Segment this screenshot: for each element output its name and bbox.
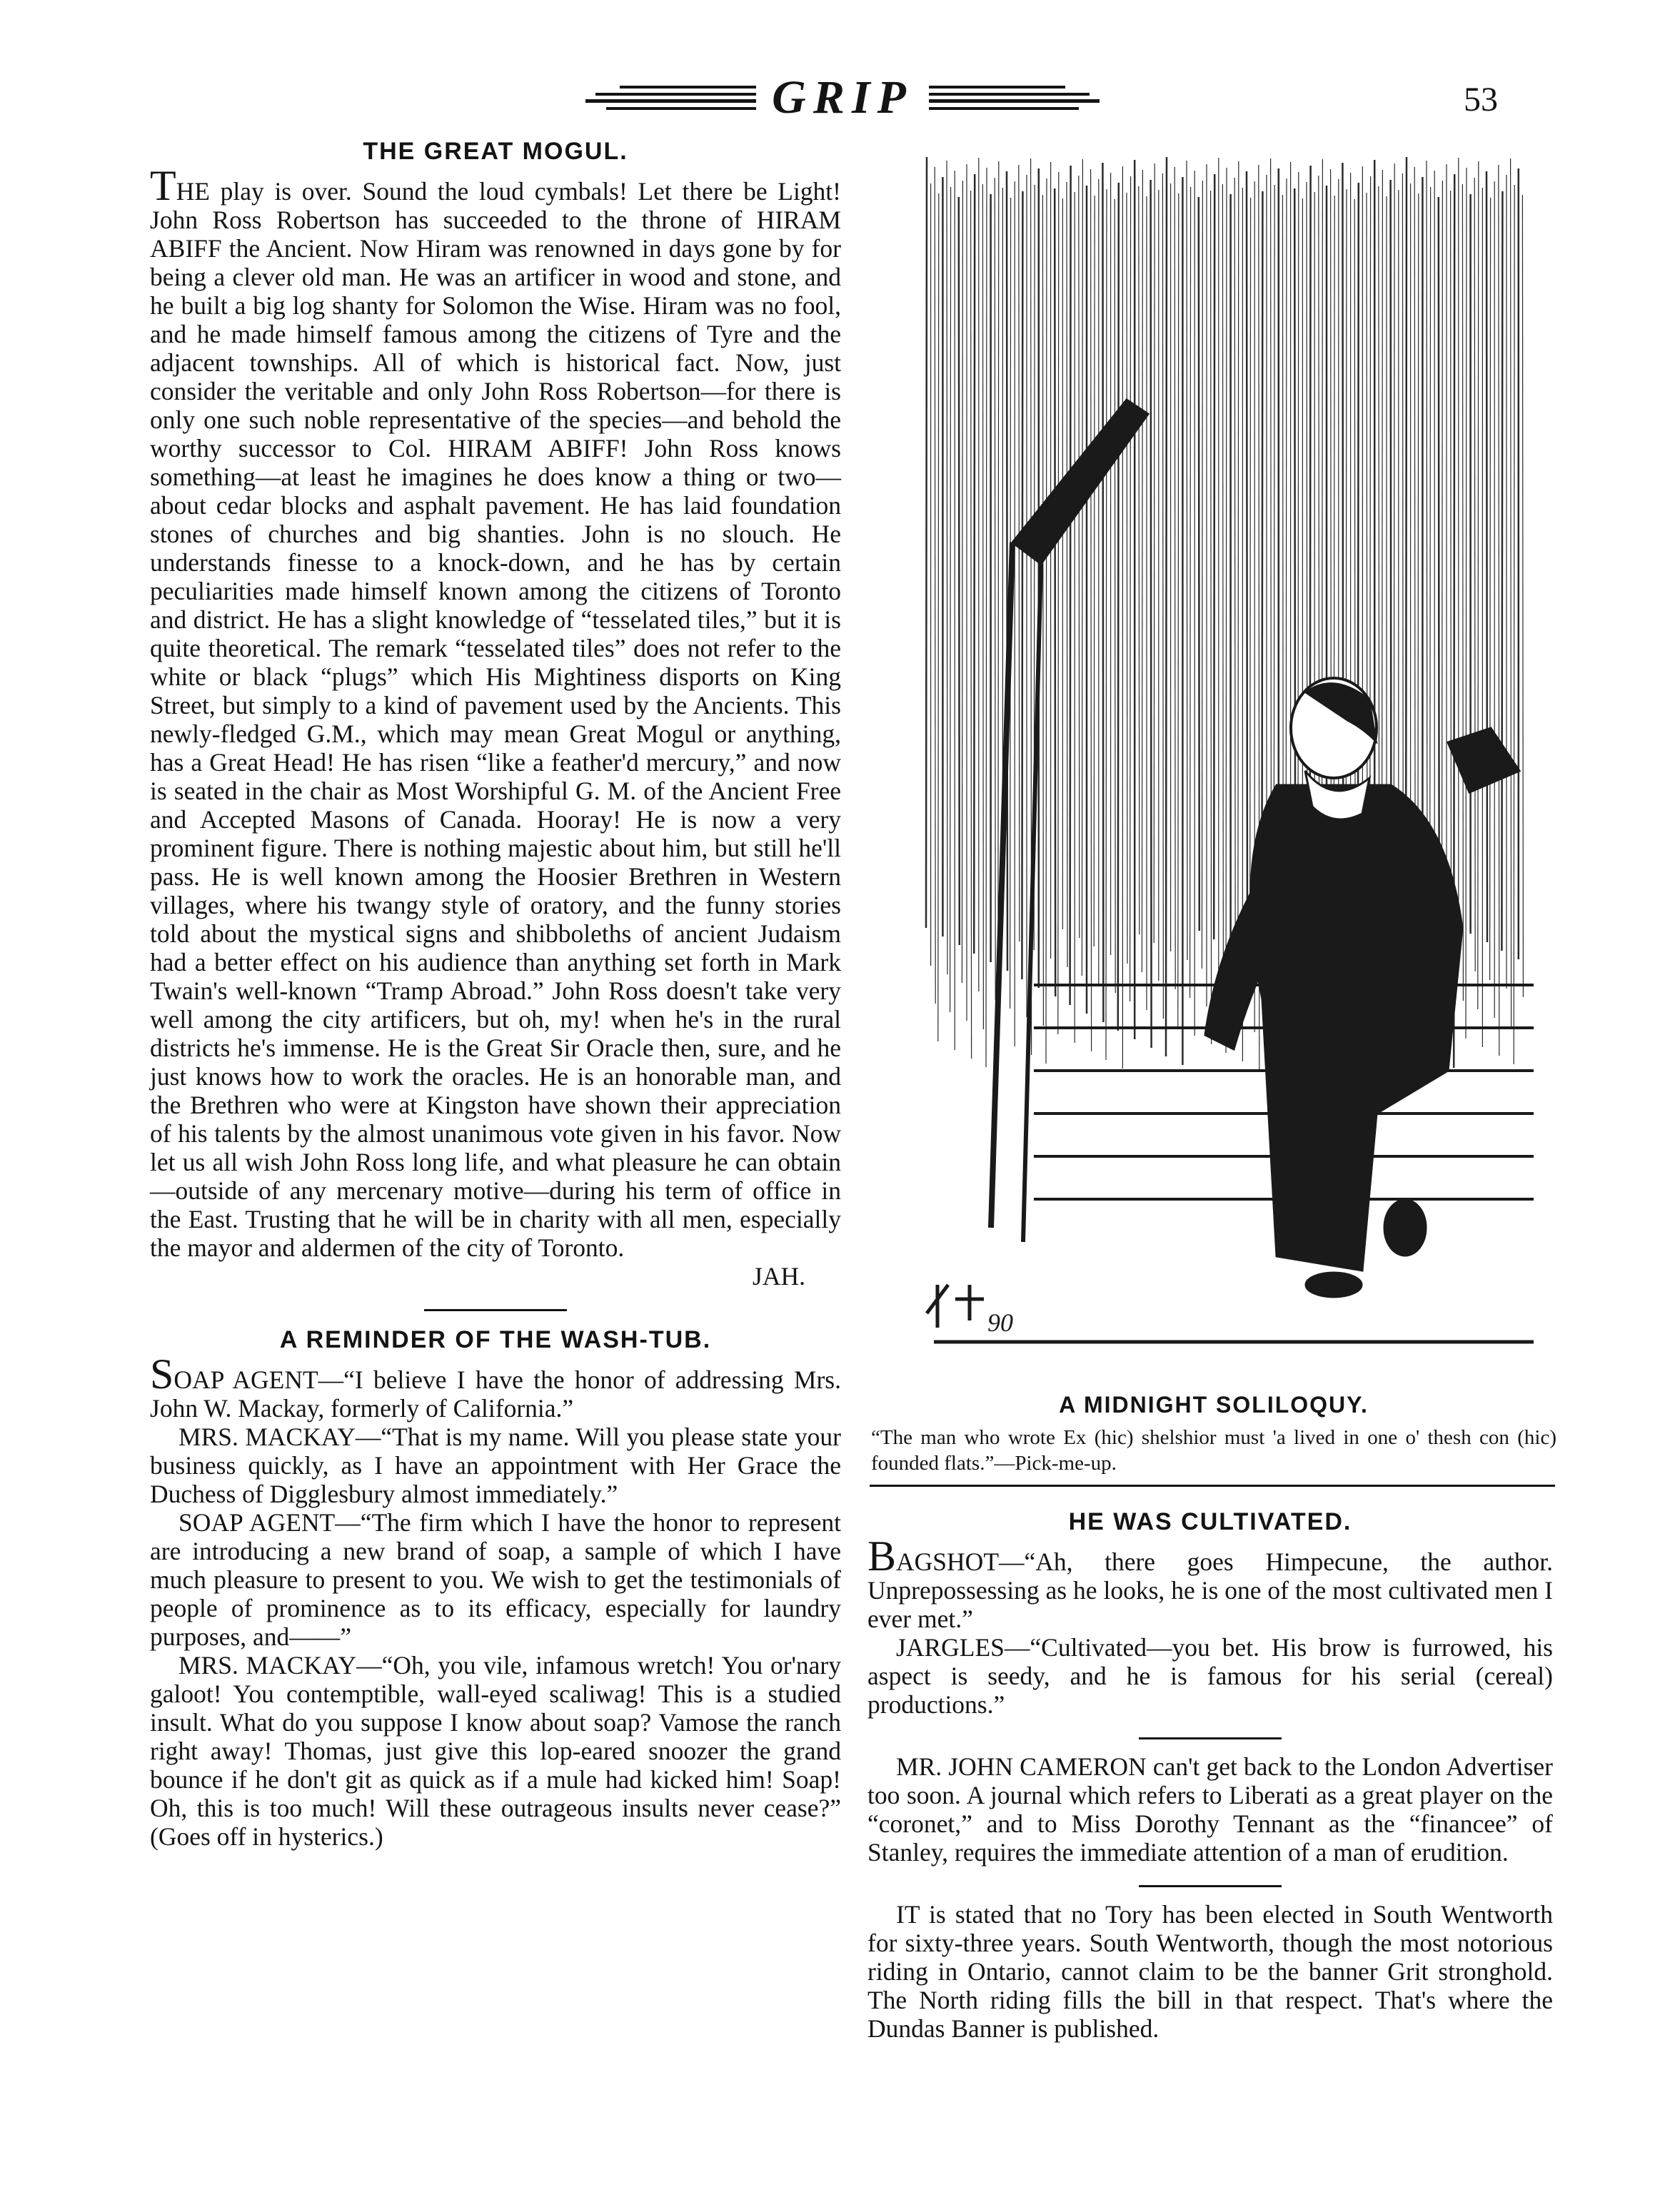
- dialogue-paragraph: BAGSHOT—“Ah, there goes Himpecune, the author. Unprepossessing as he looks, he is one of the most cultivated men I ever met.”: [867, 1532, 1553, 1633]
- right-column: [867, 1506, 1553, 2043]
- hatch-line: [1466, 168, 1467, 1039]
- hatch-line: [938, 193, 939, 1041]
- dialogue-paragraph: SOAP AGENT—“The firm which I have the honor to represent are introducing a new brand of soap, a sample of which I have much pleasure to present to you. We wish to get the testimonials of people of prominence as to its efficacy, especially for laundry purposes, and——”: [150, 1508, 841, 1651]
- hatch-line: [986, 168, 987, 1067]
- hatch-line: [1154, 163, 1155, 943]
- hatch-line: [1222, 184, 1223, 1015]
- masthead: [585, 66, 1100, 130]
- hatch-line: [926, 157, 927, 928]
- hatch-line: [1079, 176, 1080, 938]
- hatch-line: [1234, 178, 1235, 986]
- hatch-line: [1190, 187, 1191, 998]
- hatch-line: [1151, 180, 1152, 1048]
- dialogue-paragraph: MRS. MACKAY—“That is my name. Will you please state your business quickly, as I have an appointment with Her Grace the Duchess of Digglesbury almost immediately.”: [150, 1423, 841, 1508]
- hatch-line: [1226, 168, 1227, 1053]
- hatch-line: [1091, 169, 1092, 1051]
- hatch-line: [1058, 172, 1059, 1034]
- hatch-line: [1174, 167, 1175, 989]
- section-divider: [424, 1309, 567, 1311]
- hatch-line: [1102, 163, 1103, 1022]
- article-title-great-mogul: THE GREAT MOGUL.: [363, 138, 628, 165]
- article-title-cultivated: HE WAS CULTIVATED.: [1068, 1508, 1352, 1535]
- dialogue-paragraph: MRS. MACKAY—“Oh, you vile, infamous wretch! You or'nary galoot! You contemptible, wall-eyed scaliwag! This is a studied insult. What do you suppose I know about soap? Vamose the ranch right away! Thomas, just give this lop-eared snoozer the grand bounce if he don't git as quick as if a mule had kicked him! Soap! Oh, this is too much! Will these outrageous insults never cease?” (Goes off in hysterics.): [150, 1651, 841, 1851]
- hatch-line: [1118, 183, 1119, 1031]
- hatch-line: [1139, 186, 1140, 934]
- caption-rule: [870, 1485, 1555, 1487]
- hatch-line: [1019, 165, 1020, 941]
- hatch-line: [1094, 196, 1095, 946]
- left-column: [150, 136, 841, 1851]
- hatch-line: [971, 191, 972, 1059]
- hatch-line: [1070, 166, 1071, 1005]
- hatch-line: [1106, 189, 1107, 1060]
- article-body-cameron: MR. JOHN CAMERON can't get back to the London Advertiser too soon. A journal which refers to Liberati as a great player on the “coronet,” and to Miss Dorothy Tennant as the “financee” of Stanley, requires the immediate attention of a man of erudition.: [867, 1752, 1553, 1867]
- hatch-line: [1238, 161, 1239, 1024]
- hatch-line: [950, 187, 951, 1012]
- hatch-line: [1522, 195, 1523, 997]
- hatch-line: [1211, 191, 1212, 1044]
- hatch-line: [974, 174, 975, 954]
- page-number: 53: [1464, 81, 1498, 118]
- hatch-line: [959, 197, 960, 945]
- article-title-wash-tub: A REMINDER OF THE WASH-TUB.: [279, 1326, 712, 1353]
- hatch-line: [1462, 184, 1463, 1001]
- hatch-line: [1490, 198, 1491, 980]
- article-body-wentworth: IT is stated that no Tory has been elected in South Wentworth for sixty-three years. South Wentworth, though the most notorious riding in Ontario, cannot claim to be the banner Grit stronghold. The North riding fills the bill in that respect. That's where the Dundas Banner is published.: [867, 1900, 1553, 2043]
- illustration-title: A MIDNIGHT SOLILOQUY.: [1059, 1392, 1369, 1418]
- illustration-caption: “The man who wrote Ex (hic) shelshior must 'a lived in one o' thesh con (hic) founded flats.”—Pick-me-up.: [871, 1426, 1556, 1475]
- hatch-line: [1478, 161, 1479, 1009]
- section-divider: [1139, 1885, 1282, 1887]
- article-signature: JAH.: [753, 1262, 805, 1291]
- hatch-line: [1178, 193, 1179, 1027]
- hatch-line: [1042, 195, 1043, 1026]
- hatch-line: [1046, 178, 1047, 1064]
- dialogue-paragraph: SOAP AGENT—“I believe I have the honor of addressing Mrs. John W. Mackay, formerly of California.”: [150, 1350, 841, 1423]
- hatch-line: [1162, 173, 1163, 1019]
- cartoon-illustration: [905, 143, 1542, 1385]
- masthead-right-rule: [929, 86, 1100, 110]
- hatch-line: [1250, 198, 1251, 994]
- hatch-line: [1130, 176, 1131, 1001]
- artist-signature: 90: [987, 1308, 1013, 1337]
- dialogue-paragraph: JARGLES—“Cultivated—you bet. His brow is furrowed, his aspect is seedy, and he is famous for his serial (cereal) productions.”: [867, 1633, 1553, 1719]
- masthead-title: GRIP: [772, 71, 913, 123]
- hatch-line: [1166, 157, 1167, 1056]
- hatch-line: [1501, 191, 1502, 951]
- section-divider: [1139, 1737, 1282, 1739]
- hatch-line: [1474, 178, 1475, 971]
- hatch-line: [982, 184, 983, 1029]
- midnight-soliloquy-drawing: [905, 143, 1542, 1385]
- masthead-left-rule: [585, 86, 756, 110]
- article-body-great-mogul: THE play is over. Sound the loud cymbals! Let there be Light! John Ross Robertson has succeeded to the throne of HIRAM ABIFF the Ancient. Now Hiram was renowned in days gone by for being a clever old man. He was an artificer in wood and stone, and he built a big log shanty for Solomon the Wise. Hiram was no fool, and he made himself famous among the citizens of Tyre and the adjacent townships. All of which is historical fact. Now, just consider the veritable and only John Ross Robertson—for there is only one such noble representative of the species—and behold the worthy successor to Col. HIRAM ABIFF! John Ross knows something—at least he imagines he does know a thing or two—about cedar blocks and asphalt pavement. He has laid foundation stones of churches and big shanties. John is no slouch. He understands finesse to a knock-down, and he has by certain peculiarities made himself known among the citizens of Toronto and district. He has a slight knowledge of “tesselated tiles,” but it is quite theoretical. The remark “tesselated tiles” does not refer to the white or black “plugs” which His Mightiness disports on King Street, but simply to a kind of pavement used by the Ancients. This newly-fledged G.M., which may mean Great Mogul or anything, has a Great Head! He has risen “like a feather'd mercury,” and now is seated in the chair as Most Worshipful G. M. of the Ancient Free and Accepted Masons of Canada. Hooray! He is now a very prominent figure. There is nothing majestic about him, but still he'll pass. He is well known among the Hoosier Brethren in Western villages, where his twangy style of oratory, and the funny stories told about the mystical signs and shibboleths of ancient Judaism had a better effect on his audience than anything set forth in Mark Twain's well-known “Tramp Abroad.” John Ross doesn't take very well among the city artificers, but oh, my! when he's in the rural districts he's immense. He is the Great Sir Oracle then, sure, and he just knows how to work the oracles. He is an honorable man, and the Brethren who were at Kingston have shown their appreciation of his talents by the almost unanimous vote given in his favor. Now let us all wish John Ross long life, and what pleasure he can obtain—outside of any mercenary motive—during his term of office in the East. Trusting that he will be in charity with all men, especially the mayor and aldermen of the city of Toronto.: [150, 162, 841, 1262]
